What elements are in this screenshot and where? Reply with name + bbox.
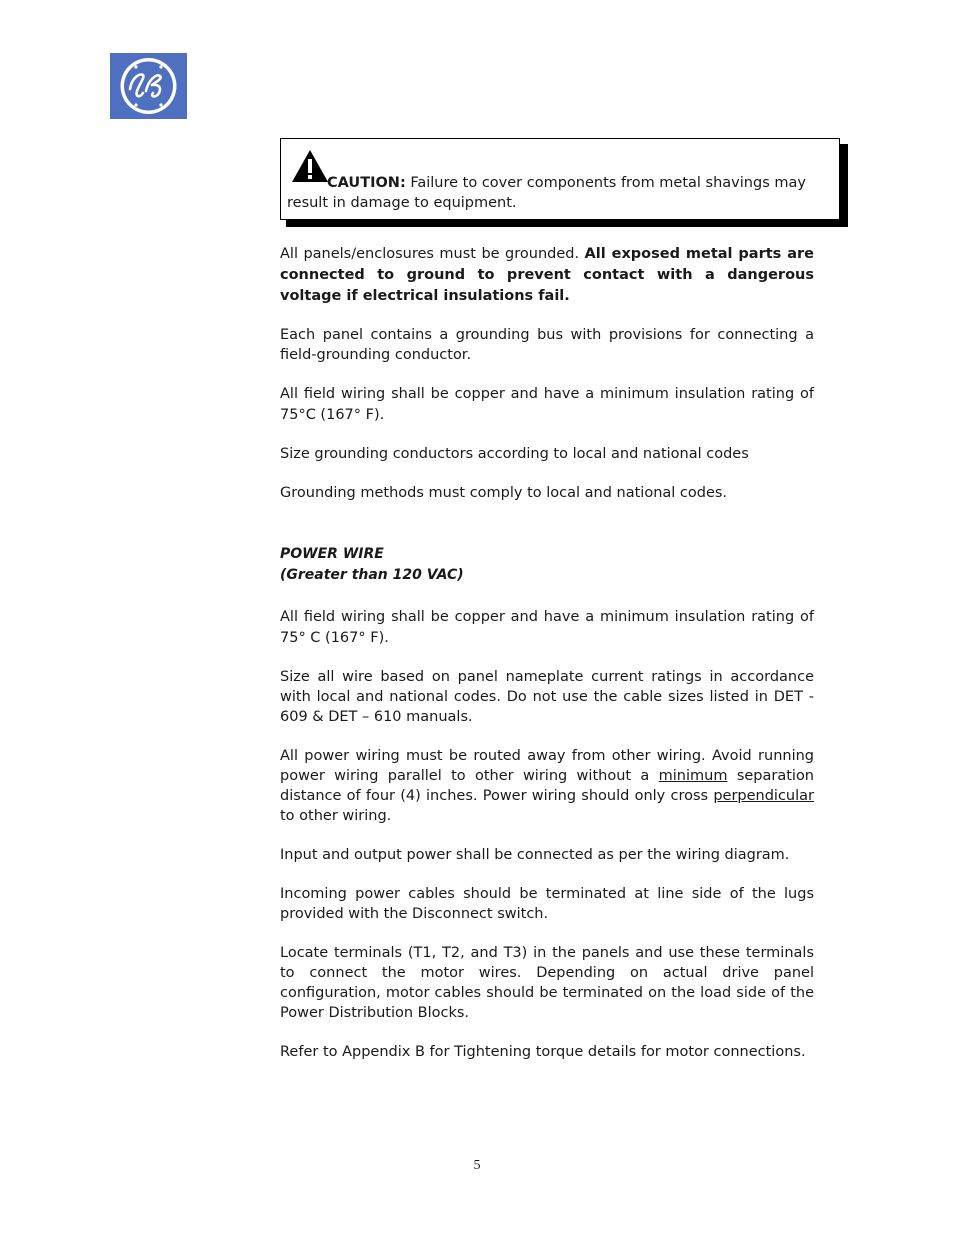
paragraph-size-conductors: Size grounding conductors according to local and national codes [280, 446, 749, 462]
caution-text [287, 169, 817, 213]
underlined-text: perpendicular [713, 788, 814, 804]
document-body [280, 244, 814, 1062]
ge-logo-icon [110, 53, 187, 119]
paragraph-text: separation distance of four (4) inches. Power wiring should only cross [280, 768, 815, 804]
caution-label: CAUTION: [327, 175, 406, 191]
paragraph-appendix-reference: Refer to Appendix B for Tightening torque details for motor connections. [280, 1044, 806, 1060]
paragraph-grounding-methods: Grounding methods must comply to local and national codes. [280, 485, 728, 501]
paragraph-text: All panels/enclosures must be grounded. [280, 246, 585, 262]
paragraph-grounding-bus: Each panel contains a grounding bus with provisions for connecting a field-grounding conductor. [280, 327, 814, 363]
paragraph-field-wiring: All field wiring shall be copper and have a minimum insulation rating of 75°C (167° F). [280, 386, 814, 423]
page-number: 5 [473, 1158, 481, 1173]
warning-triangle-icon [287, 169, 327, 189]
caution-message: Failure to cover components from metal shavings may result in damage to equipment. [287, 175, 806, 211]
paragraph-incoming-cables: Incoming power cables should be terminated at line side of the lugs provided with the Disconnect switch. [280, 886, 814, 922]
paragraph-wire-size: Size all wire based on panel nameplate current ratings in accordance with local and national codes. Do not use the cable sizes listed in DET - 609 & DET – 610 manuals. [280, 669, 814, 725]
paragraph-grounding [280, 244, 814, 307]
paragraph-text: All power wiring must be routed away from other wiring. Avoid running power wiring parallel to other wiring without a [280, 748, 814, 784]
section-heading-power-wire: POWER WIRE [280, 546, 384, 562]
paragraph-text: to other wiring. [280, 808, 392, 824]
paragraph-bold-text: All exposed metal parts are connected to ground to prevent contact with a dangerous voltage if electrical insulations fail. [280, 246, 814, 304]
paragraph-routing [280, 746, 814, 826]
underlined-text: minimum [658, 768, 728, 784]
paragraph-power-field-wiring: All field wiring shall be copper and have a minimum insulation rating of 75° C (167° F). [280, 609, 814, 646]
paragraph-input-output: Input and output power shall be connected as per the wiring diagram. [280, 847, 790, 863]
caution-box [280, 138, 840, 220]
paragraph-terminals: Locate terminals (T1, T2, and T3) in the panels and use these terminals to connect the motor wires. Depending on actual drive panel configuration, motor cables should be terminated on the load side of the Power Distribution Blocks. [280, 945, 814, 1021]
section-subheading-voltage: (Greater than 120 VAC) [280, 567, 464, 583]
